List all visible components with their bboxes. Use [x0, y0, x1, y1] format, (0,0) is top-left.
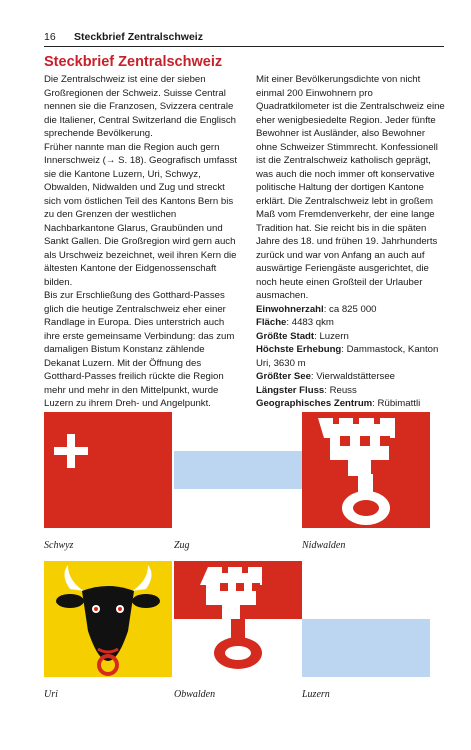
flag-caption: Uri	[44, 689, 58, 700]
right-column	[256, 73, 449, 424]
fact-label: Größte Stadt	[256, 330, 315, 342]
fact-item	[256, 303, 449, 317]
fact-item	[256, 384, 449, 398]
fact-value: : Vierwaldstättersee	[310, 371, 395, 382]
fact-item	[256, 343, 449, 370]
paragraph: Früher nannte man die Region auch gern Innerschweiz (→ S. 18). Geografisch umfasst sie die Kantone Luzern, Uri, Schwyz, Obwalden, Nidwalden und Zug und streckt sich vom östlichen Teil des Kantons Bern bis zu den Grenzen der westlichen Nachbarkantone Glarus, Graubünden und Sankt Gallen. Die Großregion wird gern auch als Urschweiz bezeichnet, weil ihren Kern die ältesten Kantone der Eidgenossenschaft bilden.	[44, 141, 238, 288]
fact-list	[256, 303, 449, 425]
fact-value: : 4483 qkm	[286, 317, 334, 328]
flag-caption: Obwalden	[174, 689, 216, 700]
fact-value: : ca 825 000	[323, 303, 377, 315]
fact-item	[256, 330, 449, 344]
header-rule	[44, 46, 444, 47]
nidwalden-flag-icon	[302, 412, 430, 528]
paragraph: Die Zentralschweiz ist eine der sieben Großregionen der Schweiz. Suisse Central nennen sie die Franzosen, Svizzera centrale die Italiener, Central Switzerland die Englisch sprechende Bevölkerung.	[44, 74, 236, 139]
fact-label: Höchste Erhebung	[256, 344, 342, 355]
zug-flag-icon	[174, 412, 302, 528]
fact-item	[256, 316, 449, 330]
flag-caption: Zug	[174, 540, 190, 551]
luzern-flag-icon	[302, 561, 430, 677]
fact-label: Fläche	[256, 317, 287, 328]
flag-caption: Schwyz	[44, 540, 74, 551]
schwyz-flag-icon	[44, 412, 172, 528]
fact-value: : Luzern	[314, 330, 349, 342]
fact-label: Größter See	[256, 371, 311, 382]
fact-value: : Dammastock, Kanton Uri, 3630 m	[256, 344, 439, 369]
fact-value: : Reuss	[324, 384, 357, 396]
page-header	[44, 31, 444, 47]
fact-item	[256, 370, 449, 384]
running-title: Steckbrief Zentralschweiz	[74, 31, 203, 43]
section-title: Steckbrief Zentralschweiz	[44, 54, 223, 70]
fact-label: Einwohnerzahl	[256, 303, 324, 315]
fact-label: Geographisches Zentrum	[256, 398, 373, 409]
fact-label: Längster Fluss	[256, 384, 325, 396]
obwalden-flag-icon	[174, 561, 302, 677]
flag-caption: Luzern	[302, 689, 330, 700]
page-number: 16	[44, 31, 56, 43]
paragraph: Mit einer Bevölkerungsdichte von nicht einmal 200 Einwohnern pro Quadratkilometer ist die Zentralschweiz eine eher wenigbesiedelte Region. Jeder fünfte Bewohner ist Ausländer, also Bewohner ohne Schweizer Stimmrecht. Konfessionell ist die Zentralschweiz katholisch geprägt, was auch die noch immer oft konservative politische Haltung der dortigen Kantone erklärt. Die Zentralschweiz lebt in großem Maß vom Fremdenverkehr, der eine lange Tradition hat. Sie reicht bis in die späten Jahre des 18. und frühen 19. Jahrhunderts zurück und war von Anfang an auch auf auswärtige Feriengäste ausgerichtet, die noch heute einen Großteil der Urlauber ausmachen.	[256, 74, 445, 301]
flag-caption: Nidwalden	[302, 540, 346, 551]
left-column	[44, 73, 237, 411]
paragraph: Bis zur Erschließung des Gotthard-Passes glich die heutige Zentralschweiz eher einer Randlage in Europa. Dies unterstrich auch ihre erste gemeinsame Verbindung: das zum damaligen Bistum Konstanz zählende Dekanat Luzern. Mit der Öffnung des Gotthard-Passes freilich rückte die Region mehr und mehr in den Mittelpunkt, wurde Luzern zu ihrem Dreh- und Angelpunkt.	[44, 290, 235, 409]
fact-value: : Rübimattli	[372, 398, 421, 409]
uri-flag-icon	[44, 561, 172, 677]
